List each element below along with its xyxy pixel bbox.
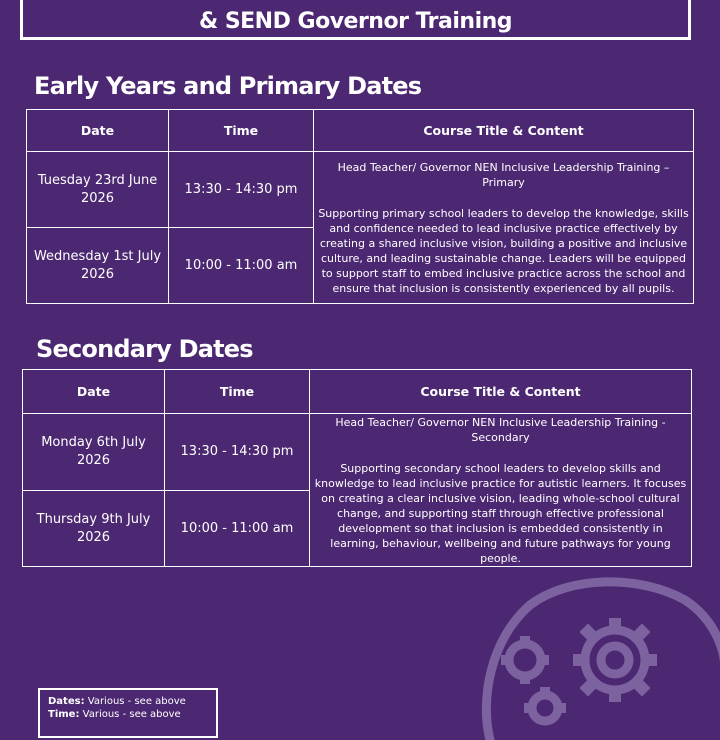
event-info-box [38, 688, 218, 738]
table-row [23, 414, 692, 491]
course-title: Head Teacher/ Governor NEN Inclusive Leadership Training - Secondary [335, 415, 666, 444]
date-cell: Tuesday 23rd June 2026 [27, 152, 169, 228]
date-cell: Thursday 9th July 2026 [23, 491, 165, 567]
course-title: Head Teacher/ Governor NEN Inclusive Leadership Training – Primary [337, 160, 670, 189]
primary-heading: Early Years and Primary Dates [34, 72, 422, 100]
primary-dates-table [26, 109, 694, 304]
time-cell: 10:00 - 11:00 am [165, 491, 310, 567]
course-cell [314, 152, 694, 304]
course-cell [310, 414, 692, 567]
secondary-heading: Secondary Dates [36, 335, 253, 363]
course-content: Supporting primary school leaders to develop the knowledge, skills and confidence needed to lead inclusive practice effectively by creating a shared inclusive vision, building a positive and inclusive culture, and leading sustainable change. Leaders will be equipped to support staff to embed inclusive practice across the school and ensure that inclusion is consistently experienced by all pupils. [318, 206, 689, 295]
time-cell: 13:30 - 14:30 pm [169, 152, 314, 228]
table-header-row [27, 110, 694, 152]
column-header-date: Date [23, 370, 165, 414]
date-cell: Wednesday 1st July 2026 [27, 228, 169, 304]
table-header-row [23, 370, 692, 414]
time-label: Time: [48, 709, 80, 720]
column-header-time: Time [165, 370, 310, 414]
course-content: Supporting secondary school leaders to develop skills and knowledge to lead inclusive practice for autistic learners. It focuses on creating a clear inclusive vision, leading whole-school cultural change, and supporting staff through effective professional development so that inclusion is embedded consistently in learning, behaviour, wellbeing and future pathways for young people. [314, 461, 687, 565]
time-cell: 13:30 - 14:30 pm [165, 414, 310, 491]
column-header-course: Course Title & Content [314, 110, 694, 152]
dates-label: Dates: [48, 696, 85, 707]
time-cell: 10:00 - 11:00 am [169, 228, 314, 304]
dates-line [48, 695, 208, 708]
time-value: Various - see above [82, 709, 181, 720]
secondary-dates-table [22, 369, 692, 567]
head-with-gears-icon [470, 560, 720, 740]
time-line [48, 708, 208, 721]
column-header-course: Course Title & Content [310, 370, 692, 414]
page-title: & SEND Governor Training [198, 9, 513, 34]
table-row [27, 152, 694, 228]
column-header-time: Time [169, 110, 314, 152]
title-box [20, 0, 691, 40]
dates-value: Various - see above [87, 696, 186, 707]
date-cell: Monday 6th July 2026 [23, 414, 165, 491]
column-header-date: Date [27, 110, 169, 152]
